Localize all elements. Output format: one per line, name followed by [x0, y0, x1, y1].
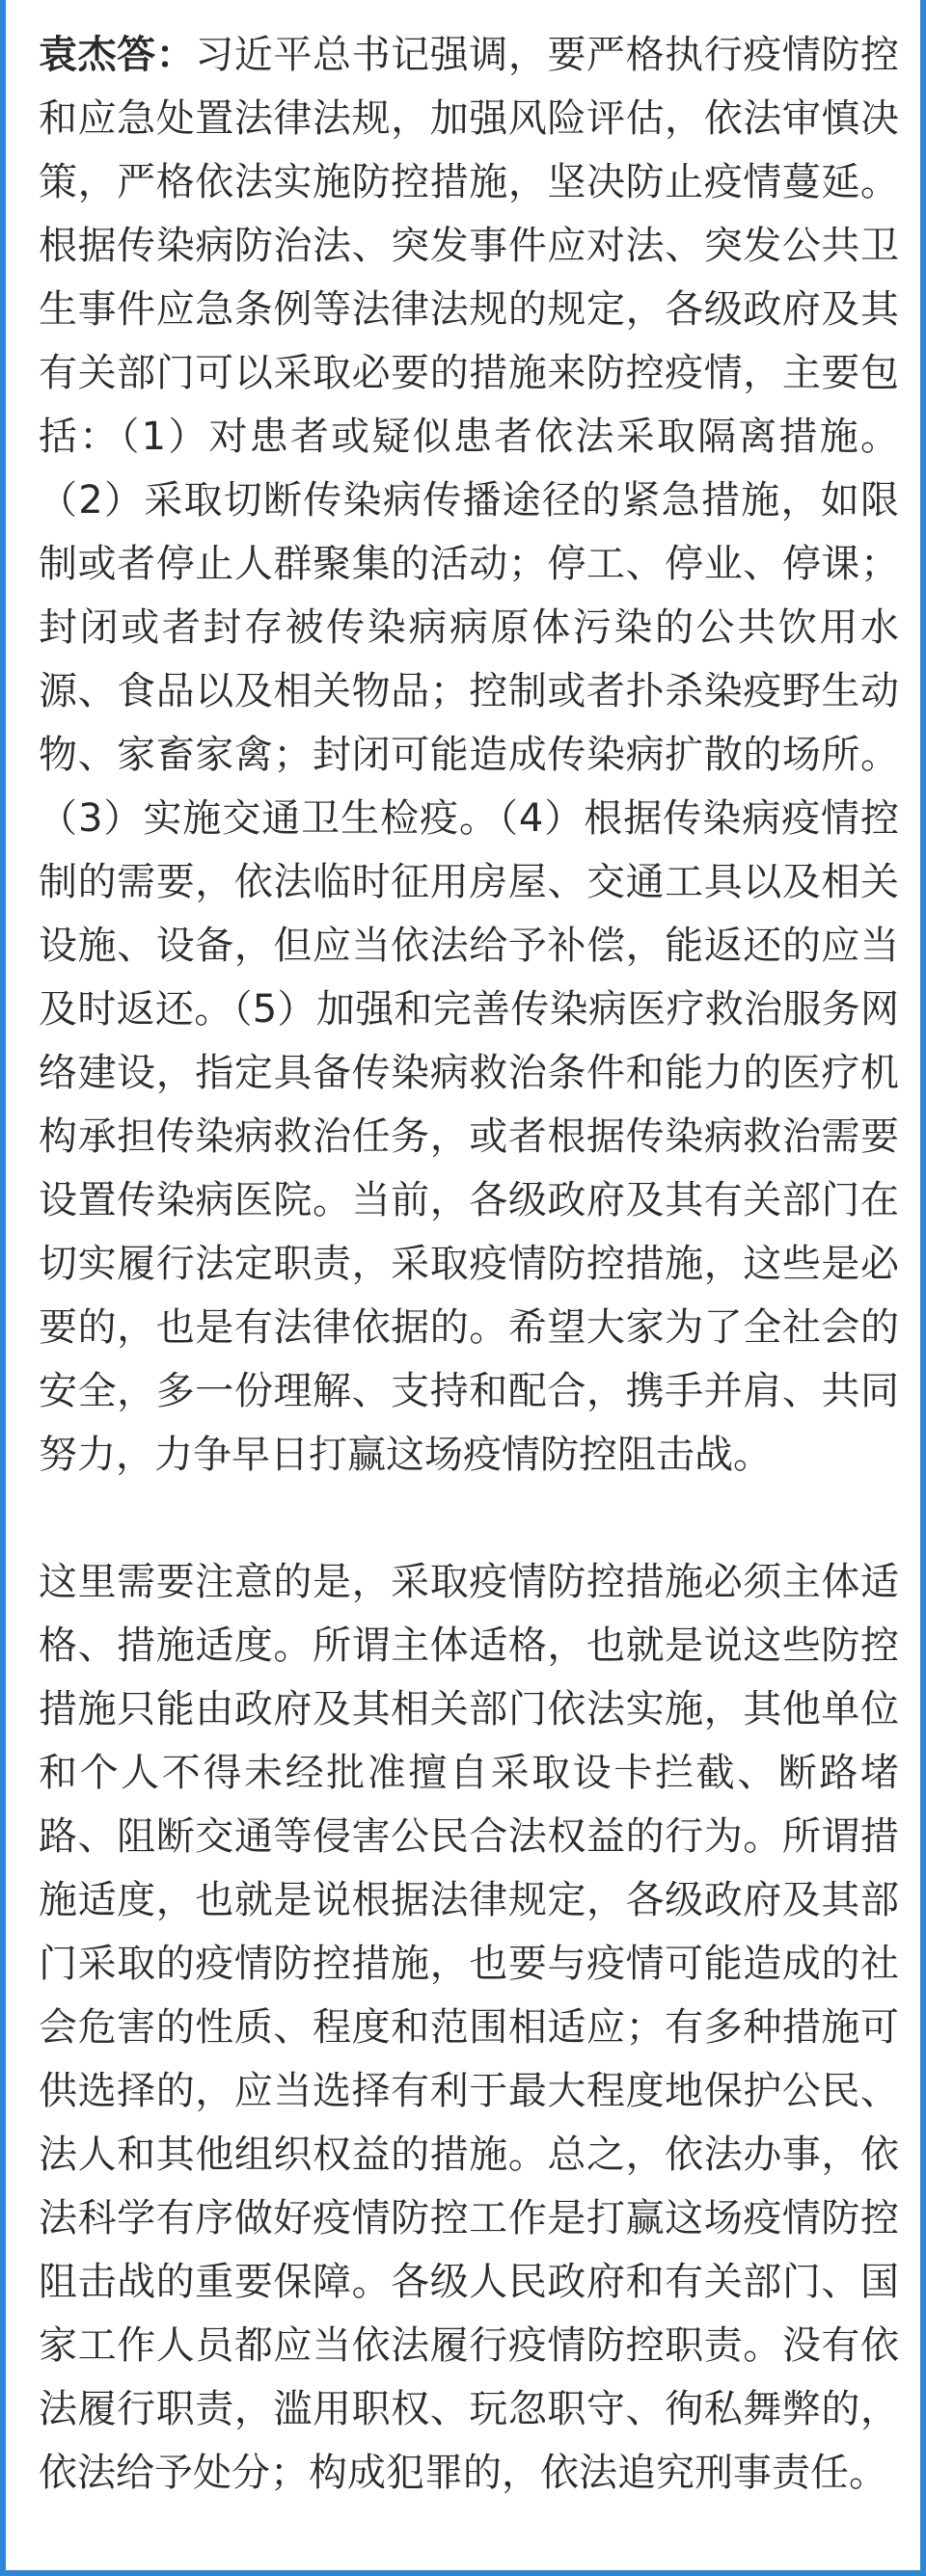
article-body	[39, 23, 899, 2505]
answer-paragraph-2	[39, 1550, 899, 2505]
paragraph-text: 这里需要注意的是，采取疫情防控措施必须主体适格、措施适度。所谓主体适格，也就是说这些防控措施只能由政府及其相关部门依法实施，其他单位和个人不得未经批准擅自采取设卡拦截、断路堵路、阻断交通等侵害公民合法权益的行为。所谓措施适度，也就是说根据法律规定，各级政府及其部门采取的疫情防控措施，也要与疫情可能造成的社会危害的性质、程度和范围相适应；有多种措施可供选择的，应当选择有利于最大程度地保护公民、法人和其他组织权益的措施。总之，依法办事，依法科学有序做好疫情防控工作是打赢这场疫情防控阻击战的重要保障。各级人民政府和有关部门、国家工作人员都应当依法履行疫情防控职责。没有依法履行职责，滥用职权、玩忽职守、徇私舞弊的，依法给予处分；构成犯罪的，依法追究刑事责任。	[39, 1560, 899, 2495]
answer-paragraph-1	[39, 23, 899, 1487]
speaker-label: 袁杰答：	[39, 33, 196, 77]
paragraph-text: 习近平总书记强调，要严格执行疫情防控和应急处置法律法规，加强风险评估，依法审慎决策，严格依法实施防控措施，坚决防止疫情蔓延。根据传染病防治法、突发事件应对法、突发公共卫生事件应急条例等法律法规的规定，各级政府及其有关部门可以采取必要的措施来防控疫情，主要包括：（1）对患者或疑似患者依法采取隔离措施。（2）采取切断传染病传播途径的紧急措施，如限制或者停止人群聚集的活动；停工、停业、停课；封闭或者封存被传染病病原体污染的公共饮用水源、食品以及相关物品；控制或者扑杀染疫野生动物、家畜家禽；封闭可能造成传染病扩散的场所。（3）实施交通卫生检疫。（4）根据传染病疫情控制的需要，依法临时征用房屋、交通工具以及相关设施、设备，但应当依法给予补偿，能返还的应当及时返还。（5）加强和完善传染病医疗救治服务网络建设，指定具备传染病救治条件和能力的医疗机构承担传染病救治任务，或者根据传染病救治需要设置传染病医院。当前，各级政府及其有关部门在切实履行法定职责，采取疫情防控措施，这些是必要的，也是有法律依据的。希望大家为了全社会的安全，多一份理解、支持和配合，携手并肩、共同努力，力争早日打赢这场疫情防控阻击战。	[39, 33, 900, 1477]
